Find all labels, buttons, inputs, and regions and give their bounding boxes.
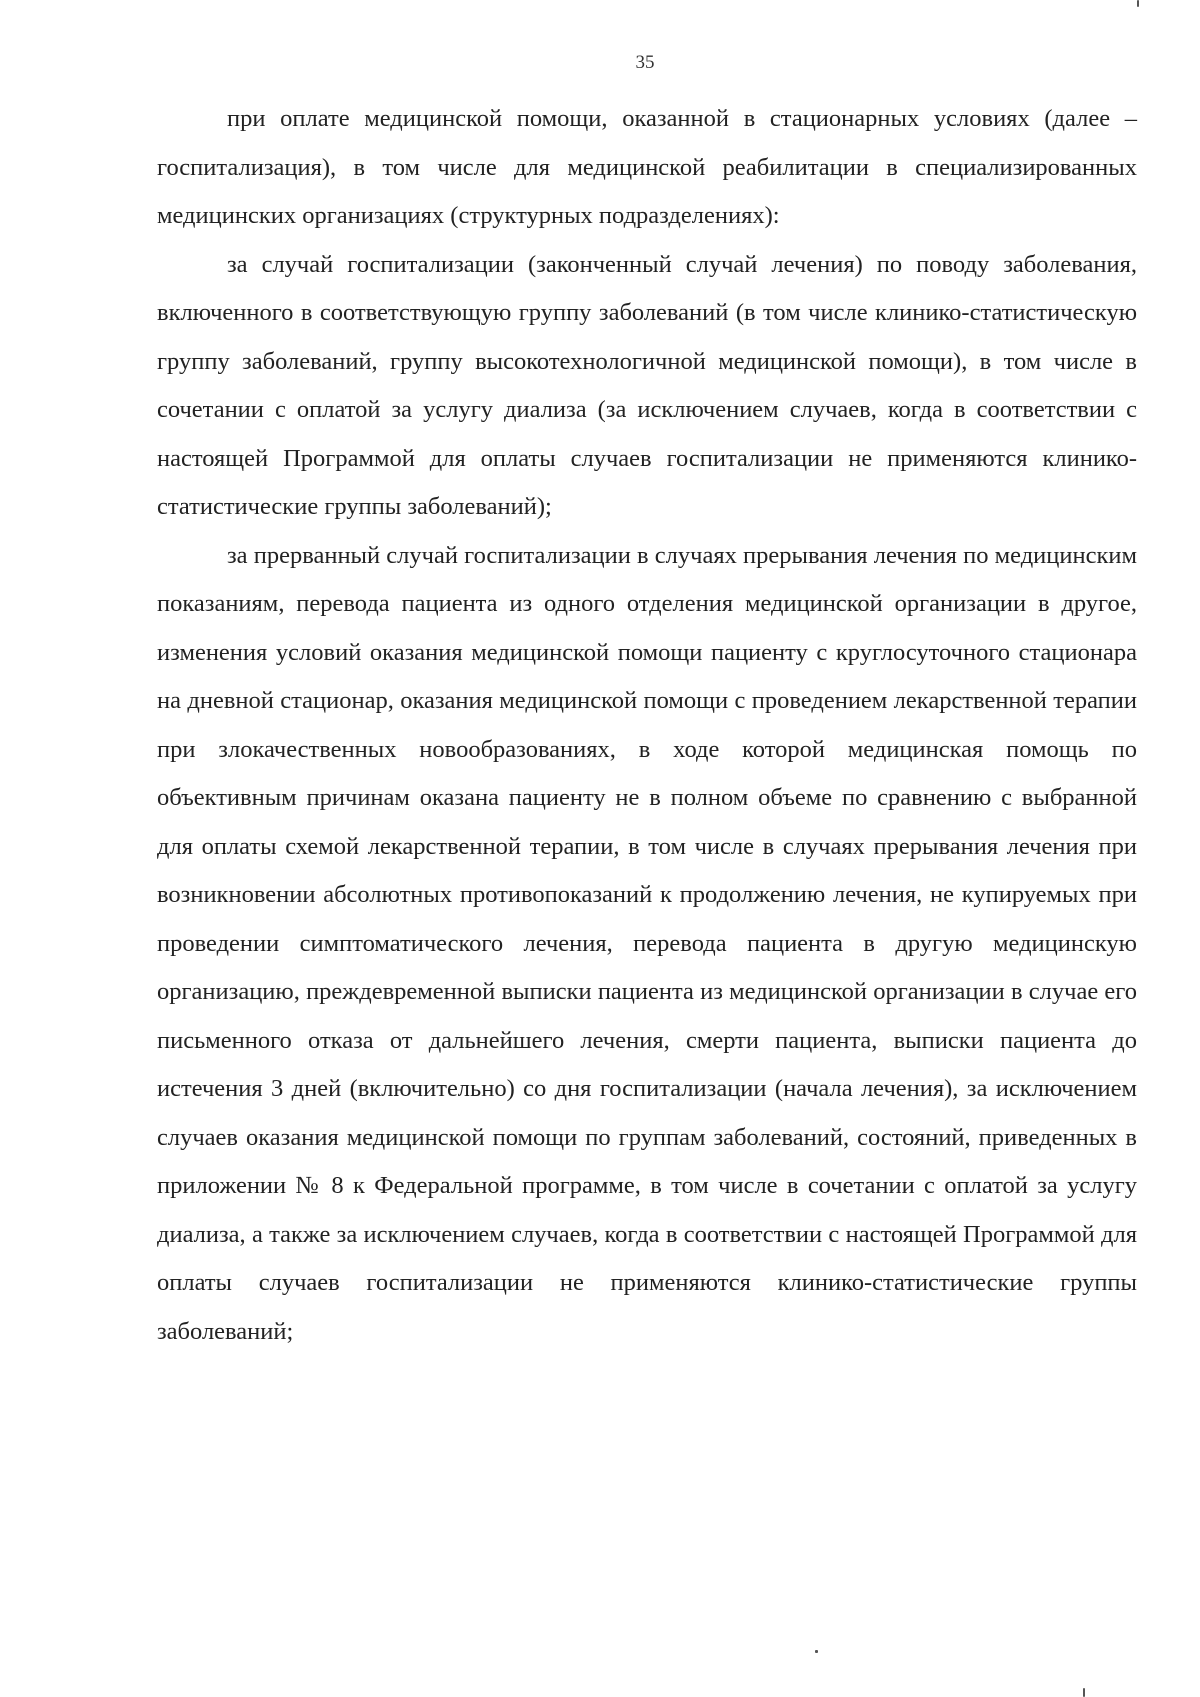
paragraph-interrupted-case: за прерванный случай госпитализации в случаях прерывания лечения по медицинским показаниям, перевода пациента из одного отделения медицинской организации в другое, изменения условий оказания медицинской помощи пациенту с круглосуточного стационара на дневной стационар, оказания медицинской помощи с проведением лекарственной терапии при злокачественных новообразованиях, в ходе которой медицинская помощь по объективным причинам оказана пациенту не в полном объеме по сравнению с выбранной для оплаты схемой лекарственной терапии, в том числе в случаях прерывания лечения при возникновении абсолютных противопоказаний к продолжению лечения, не купируемых при проведении симптоматического лечения, перевода пациента в другую медицинскую организацию, преждевременной выписки пациента из медицинской организации в случае его письменного отказа от дальнейшего лечения, смерти пациента, выписки пациента до истечения 3 дней (включительно) со дня госпитализации (начала лечения), за исключением случаев оказания медицинской помощи по группам заболеваний, состояний, приведенных в приложении № 8 к Федеральной программе, в том числе в сочетании с оплатой за услугу диализа, а также за исключением случаев, когда в соответствии с настоящей Программой для оплаты случаев госпитализации не применяются клинико-статистические группы заболеваний; <box>157 541 1137 1345</box>
page-number: 35 <box>635 52 655 73</box>
scan-speck <box>1137 0 1139 7</box>
document-body <box>157 95 1137 1356</box>
scan-speck <box>1083 1688 1085 1697</box>
paragraph-intro: при оплате медицинской помощи, оказанной в стационарных условиях (далее – госпитализация), в том числе для медицинской реабилитации в специализированных медицинских организациях (структурных подразделениях): <box>157 105 1137 229</box>
scan-speck <box>815 1650 818 1653</box>
paragraph-completed-case: за случай госпитализации (законченный случай лечения) по поводу заболевания, включенного в соответствующую группу заболеваний (в том числе клинико-статистическую группу заболеваний, группу высокотехнологичной медицинской помощи), в том числе в сочетании с оплатой за услугу диализа (за исключением случаев, когда в соответствии с настоящей Программой для оплаты случаев госпитализации не применяются клинико-статистические группы заболеваний); <box>157 250 1137 520</box>
